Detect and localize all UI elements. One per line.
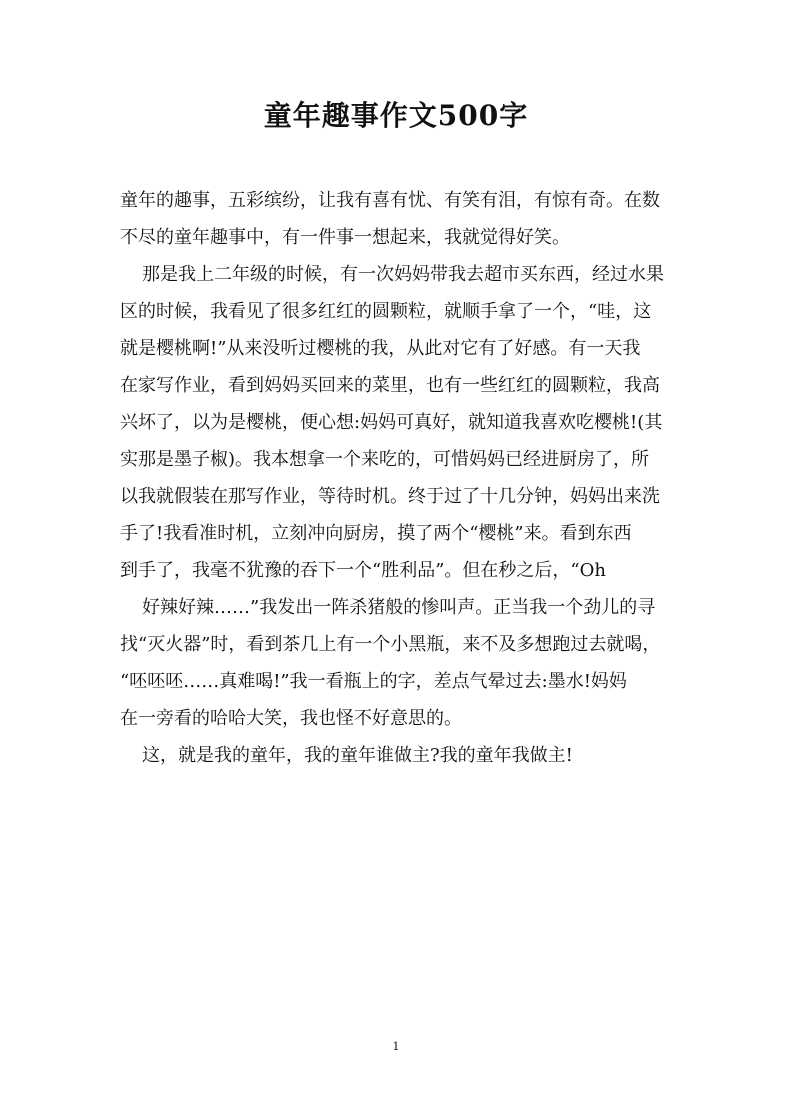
document-body [120, 182, 680, 774]
text-line: 不尽的童年趣事中，有一件事一想起来，我就觉得好笑。 [120, 227, 570, 248]
paragraph-4 [120, 737, 680, 774]
text-line: 实那是墨子椒)。我本想拿一个来吃的，可惜妈妈已经进厨房了，所 [120, 449, 650, 470]
text-line: 区的时候，我看见了很多红红的圆颗粒，就顺手拿了一个，“哇，这 [120, 301, 652, 322]
text-line: 童年的趣事，五彩缤纷，让我有喜有忧、有笑有泪，有惊有奇。在数 [120, 190, 660, 211]
text-line: 以我就假装在那写作业，等待时机。终于过了十几分钟，妈妈出来洗 [120, 486, 660, 507]
paragraph-1 [120, 182, 680, 256]
document-title: 童年趣事作文500字 [263, 99, 529, 132]
text-line: 那是我上二年级的时候，有一次妈妈带我去超市买东西，经过水果 [142, 264, 664, 285]
paragraph-3 [120, 589, 680, 737]
text-line: “呸呸呸……真难喝!”我一看瓶上的字，差点气晕过去:墨水!妈妈 [120, 671, 627, 692]
text-line: 在一旁看的哈哈大笑，我也怪不好意思的。 [120, 708, 462, 729]
paragraph-2 [120, 256, 680, 589]
text-line: 好辣好辣……”我发出一阵杀猪般的惨叫声。正当我一个劲儿的寻 [142, 597, 656, 618]
text-line: 在家写作业，看到妈妈买回来的菜里，也有一些红红的圆颗粒，我高 [120, 375, 660, 396]
text-line: 手了!我看准时机，立刻冲向厨房，摸了两个“樱桃”来。看到东西 [120, 523, 632, 544]
text-line: 这，就是我的童年，我的童年谁做主?我的童年我做主! [142, 745, 573, 766]
text-line: 兴坏了，以为是樱桃，便心想:妈妈可真好，就知道我喜欢吃樱桃!(其 [120, 412, 663, 433]
text-line: 找“灭火器”时，看到茶几上有一个小黑瓶，来不及多想跑过去就喝， [120, 634, 661, 655]
text-line: 到手了，我毫不犹豫的吞下一个“胜利品”。但在秒之后，“Oh [120, 560, 606, 581]
page-number: 1 [392, 1040, 400, 1053]
text-line: 就是樱桃啊!”从来没听过樱桃的我，从此对它有了好感。有一天我 [120, 338, 641, 359]
